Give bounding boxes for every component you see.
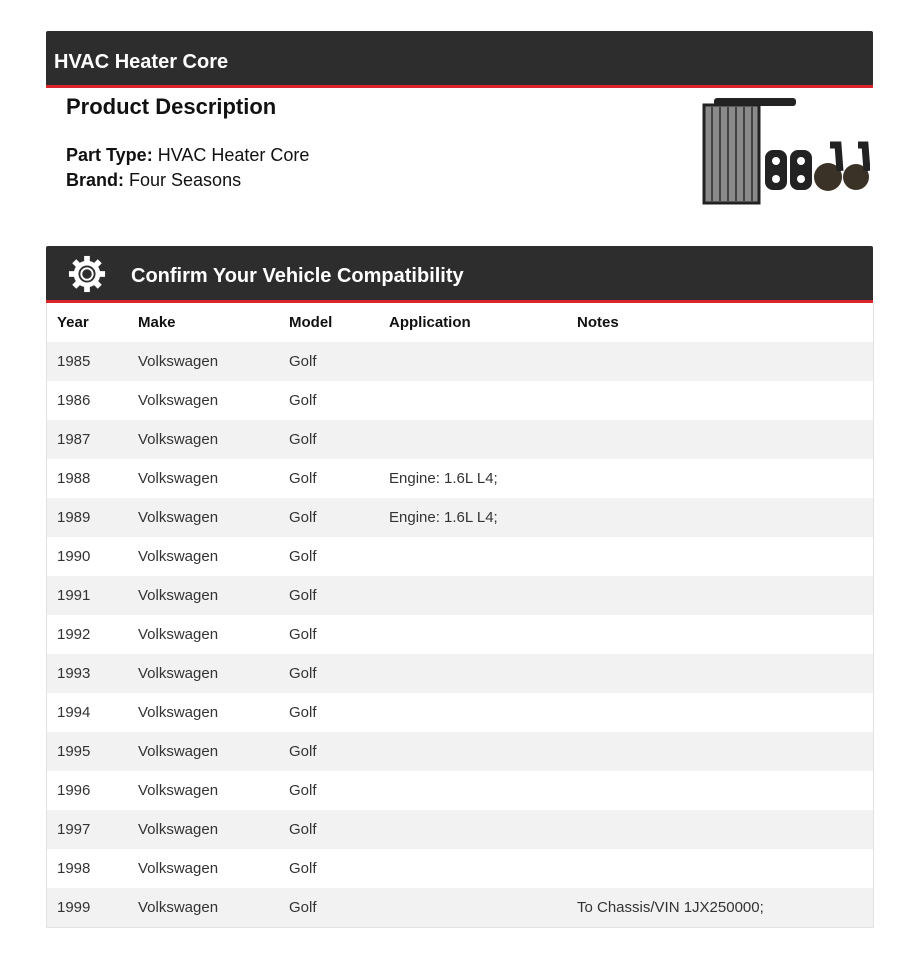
table-row bbox=[47, 381, 874, 420]
cell-model: Golf bbox=[289, 470, 317, 487]
table-row bbox=[47, 732, 874, 771]
cell-year: 1986 bbox=[57, 392, 91, 409]
gear-icon bbox=[68, 255, 106, 293]
cell-application bbox=[389, 381, 577, 420]
cell-make: Volkswagen bbox=[138, 342, 289, 381]
cell-model: Golf bbox=[289, 626, 317, 643]
cell-make: Volkswagen bbox=[138, 470, 219, 487]
product-title-bar bbox=[46, 31, 873, 88]
cell-make: Volkswagen bbox=[138, 860, 219, 877]
cell-make: Volkswagen bbox=[138, 782, 219, 799]
table-header bbox=[47, 303, 874, 342]
cell-notes: To Chassis/VIN 1JX250000; bbox=[577, 888, 874, 928]
compatibility-bar bbox=[46, 246, 873, 303]
cell-make: Volkswagen bbox=[138, 732, 289, 771]
table-row bbox=[47, 654, 874, 693]
table-row bbox=[47, 537, 874, 576]
cell-year: 1998 bbox=[57, 860, 91, 877]
cell-year: 1996 bbox=[57, 782, 91, 799]
cell-application bbox=[389, 849, 577, 888]
compatibility-title: Confirm Your Vehicle Compatibility bbox=[131, 265, 464, 287]
cell-year: 1985 bbox=[47, 342, 139, 381]
cell-application bbox=[389, 342, 577, 381]
table-row bbox=[47, 693, 874, 732]
part-type-label: Part Type: bbox=[66, 145, 153, 165]
cell-model: Golf bbox=[289, 392, 317, 409]
table-row bbox=[47, 576, 874, 615]
cell-notes bbox=[577, 771, 874, 810]
table-row bbox=[47, 459, 874, 498]
cell-year: 1987 bbox=[47, 420, 139, 459]
table-row bbox=[47, 498, 874, 537]
cell-application bbox=[389, 732, 577, 771]
cell-application bbox=[389, 771, 577, 810]
cell-model: Golf bbox=[289, 576, 389, 615]
cell-make: Volkswagen bbox=[138, 498, 289, 537]
col-application: Application bbox=[389, 314, 471, 331]
cell-year: 1988 bbox=[57, 470, 91, 487]
cell-application: Engine: 1.6L L4; bbox=[389, 498, 577, 537]
cell-model: Golf bbox=[289, 654, 389, 693]
description-heading: Product Description bbox=[66, 94, 277, 119]
part-type bbox=[66, 145, 309, 166]
col-notes: Notes bbox=[577, 314, 619, 331]
cell-model: Golf bbox=[289, 342, 389, 381]
cell-application bbox=[389, 693, 577, 732]
cell-year: 1991 bbox=[47, 576, 139, 615]
cell-model: Golf bbox=[289, 420, 389, 459]
cell-model: Golf bbox=[289, 732, 389, 771]
col-make: Make bbox=[138, 314, 176, 331]
brand-label: Brand: bbox=[66, 170, 124, 190]
cell-application bbox=[389, 420, 577, 459]
table-row bbox=[47, 615, 874, 654]
cell-year: 1997 bbox=[47, 810, 139, 849]
cell-notes bbox=[577, 498, 874, 537]
cell-application bbox=[389, 810, 577, 849]
cell-application bbox=[389, 576, 577, 615]
cell-year: 1989 bbox=[47, 498, 139, 537]
cell-year: 1995 bbox=[47, 732, 139, 771]
cell-notes bbox=[577, 732, 874, 771]
part-type-value: HVAC Heater Core bbox=[157, 145, 310, 165]
cell-model: Golf bbox=[289, 782, 317, 799]
cell-model: Golf bbox=[289, 888, 389, 928]
table-row bbox=[47, 771, 874, 810]
cell-make: Volkswagen bbox=[138, 704, 219, 721]
cell-notes bbox=[577, 381, 874, 420]
product-image bbox=[700, 95, 870, 207]
cell-notes bbox=[577, 459, 874, 498]
cell-notes bbox=[577, 654, 874, 693]
cell-model: Golf bbox=[289, 548, 317, 565]
table-row bbox=[47, 810, 874, 849]
table-row bbox=[47, 342, 874, 381]
cell-application bbox=[389, 888, 577, 928]
brand bbox=[66, 170, 241, 191]
cell-year: 1990 bbox=[57, 548, 91, 565]
cell-make: Volkswagen bbox=[138, 392, 219, 409]
table-row bbox=[47, 849, 874, 888]
table-row bbox=[47, 420, 874, 459]
compatibility-table bbox=[46, 303, 874, 928]
cell-year: 1993 bbox=[47, 654, 139, 693]
cell-notes bbox=[577, 420, 874, 459]
cell-application bbox=[389, 654, 577, 693]
cell-year: 1999 bbox=[47, 888, 139, 928]
product-title: HVAC Heater Core bbox=[54, 51, 229, 73]
cell-application: Engine: 1.6L L4; bbox=[389, 470, 498, 487]
cell-model: Golf bbox=[289, 498, 389, 537]
cell-notes bbox=[577, 810, 874, 849]
cell-make: Volkswagen bbox=[138, 888, 289, 928]
cell-make: Volkswagen bbox=[138, 810, 289, 849]
cell-model: Golf bbox=[289, 810, 389, 849]
cell-application bbox=[389, 615, 577, 654]
cell-model: Golf bbox=[289, 860, 317, 877]
cell-year: 1992 bbox=[57, 626, 91, 643]
cell-make: Volkswagen bbox=[138, 548, 219, 565]
cell-make: Volkswagen bbox=[138, 576, 289, 615]
brand-value: Four Seasons bbox=[129, 170, 242, 190]
cell-make: Volkswagen bbox=[138, 420, 289, 459]
cell-notes bbox=[577, 342, 874, 381]
cell-model: Golf bbox=[289, 704, 317, 721]
cell-notes bbox=[577, 849, 874, 888]
cell-year: 1994 bbox=[57, 704, 91, 721]
col-year: Year bbox=[57, 314, 89, 331]
cell-notes bbox=[577, 576, 874, 615]
cell-make: Volkswagen bbox=[138, 626, 219, 643]
cell-notes bbox=[577, 537, 874, 576]
cell-make: Volkswagen bbox=[138, 654, 289, 693]
col-model: Model bbox=[289, 314, 333, 331]
cell-notes bbox=[577, 615, 874, 654]
cell-application bbox=[389, 537, 577, 576]
table-row bbox=[47, 888, 874, 928]
cell-notes bbox=[577, 693, 874, 732]
